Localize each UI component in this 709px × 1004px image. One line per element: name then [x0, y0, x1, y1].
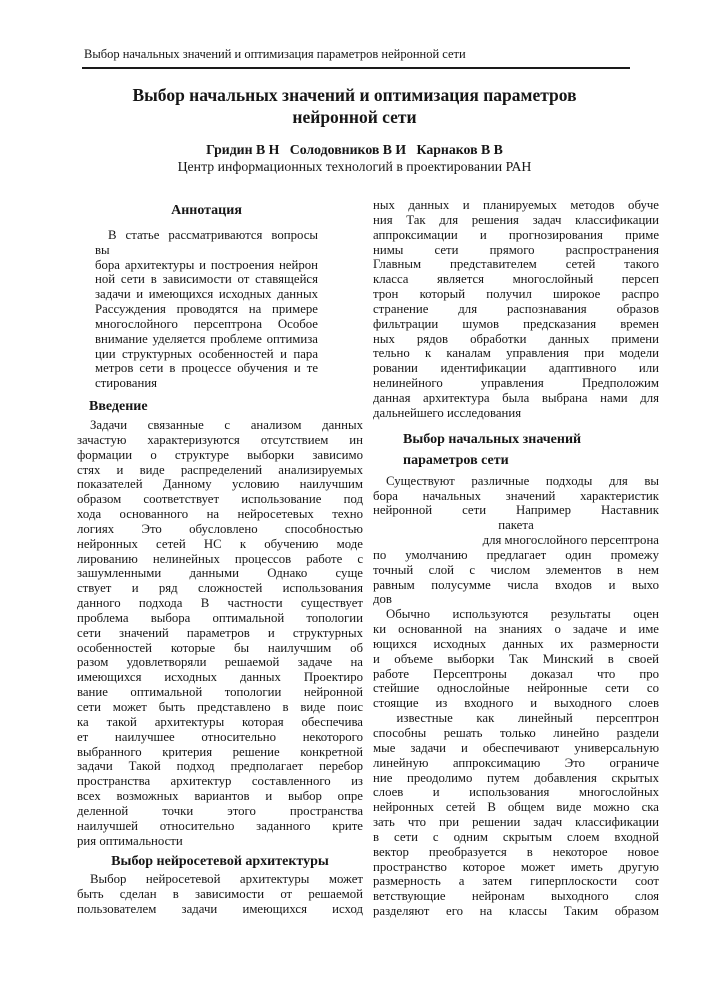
text-line: слоев и использования многослойных — [373, 785, 659, 800]
text-line: вектор преобразуется в некоторое новое — [373, 844, 659, 859]
init-values-heading-line1: Выбор начальных значений — [403, 431, 582, 447]
text-line: Главным представителем сетей такого — [373, 257, 659, 272]
init-values-text — [373, 474, 659, 919]
text-line: ет наилучшее относительно некоторого — [77, 729, 363, 744]
text-line: пользователем задачи имеющихся исход — [77, 901, 363, 916]
text-line: способны решать только линейно раздели — [373, 726, 659, 740]
text-line: пакета — [498, 518, 534, 533]
text-line: размерность а затем гиперплоскости соот — [373, 874, 659, 889]
text-line: ветствующие нейронам выходного слоя — [373, 889, 659, 904]
text-line: тельно к каналам управления при модели — [373, 346, 659, 361]
text-line: ной сети в зависимости от ставящейся — [95, 272, 318, 287]
text-line: работе Персептроны доказал что про — [373, 666, 659, 681]
text-line: ки основанной на знаниях о задаче и име — [373, 622, 659, 637]
text-line: ции структурных особенностей и пара — [95, 346, 318, 361]
text-line: внимание уделяется проблеме оптимиза — [95, 331, 318, 346]
text-line: точный слой с числом элементов в нем — [373, 562, 659, 577]
text-line: для многослойного персептрона — [482, 533, 659, 548]
architecture-heading: Выбор нейросетевой архитектуры — [111, 854, 329, 870]
text-line: Рассуждения проводятся на примере — [95, 302, 318, 317]
text-line: особенностей которые бы наилучшим об — [77, 640, 363, 655]
text-line: нимы сети прямого распространения — [373, 242, 659, 257]
text-line: задачи Такой подход предполагает перебор — [77, 759, 363, 774]
text-line: ющихся исходных данных их размерности — [373, 636, 659, 651]
text-line: задачи и имеющихся исходных данных — [95, 287, 318, 302]
text-line: Обычно используются результаты оцен — [386, 607, 659, 622]
abstract-section — [95, 204, 318, 391]
running-head: Выбор начальных значений и оптимизация параметров нейронной сети — [84, 47, 466, 61]
init-values-heading-line2: параметров сети — [403, 452, 509, 468]
architecture-text — [77, 872, 363, 917]
affiliation-line: Центр информационных технологий в проектировании РАН — [177, 159, 532, 174]
text-line: ных рядов обработки данных примени — [373, 331, 659, 346]
text-line: класса является многослойный персеп — [373, 272, 659, 287]
text-line: стоящие из входного и выходного слоев — [373, 696, 659, 711]
text-line: логиях Это обусловлено способностью — [77, 521, 363, 536]
text-line: формации о структуре выборки зависимо — [77, 447, 363, 462]
text-line: ние преодолимо путем добавления скрытых — [373, 770, 659, 785]
authors-line: Гридин В Н Солодовников В И Карнаков В В — [206, 142, 503, 157]
text-line: Выбор нейросетевой архитектуры может — [90, 872, 363, 887]
text-line: деленной точки этого пространства — [77, 803, 363, 818]
text-line: наилучшей относительно заданного крите — [77, 818, 363, 833]
text-line: ствует и ряд сложностей использования — [77, 581, 363, 596]
text-line: известные как линейный персептрон — [373, 711, 659, 726]
text-line: данная архитектура была выбрана нами для — [373, 390, 659, 405]
text-line: пространства архитектур составленного из — [77, 774, 363, 789]
text-line: фильтрации шумов предсказания времен — [373, 316, 659, 331]
text-line: стирования — [95, 376, 158, 391]
text-line: выбранного критерия решение конкретной — [77, 744, 363, 759]
text-line: странение для распознавания образов — [373, 301, 659, 316]
text-line: бора архитектуры и построения нейрон — [95, 257, 318, 272]
text-line: Задачи связанные с анализом данных — [90, 417, 363, 432]
text-line: лированию нелинейных процессов работе с — [77, 551, 363, 566]
text-line: линейную аппроксимацию Это ограниче — [373, 755, 659, 770]
text-line: нейронных сетей НС к обучению моде — [77, 536, 363, 551]
architecture-text-continued — [373, 198, 659, 421]
text-line: дов — [373, 592, 392, 607]
text-line: ка такой архитектуры которая обеспечива — [77, 714, 363, 729]
text-line: проблема выбора оптимальной топологии — [77, 610, 363, 625]
text-line: разделяют его на классы Таким образом — [373, 904, 659, 919]
right-column — [373, 198, 659, 919]
text-line: вание оптимальной топологии нейронной — [77, 685, 363, 700]
text-line: стях и виде распределений анализируемых — [77, 462, 363, 477]
text-line: мые задачи и обеспечивают универсальную — [373, 740, 659, 755]
text-line: аппроксимации и прогнозирования приме — [373, 227, 659, 242]
introduction-heading: Введение — [89, 399, 148, 415]
text-line: трон который получил широкое распро — [373, 287, 659, 302]
text-line: всех возможных вариантов и выбор опре — [77, 789, 363, 804]
text-line: быть сделан в зависимости от решаемой — [77, 887, 363, 902]
text-line: хода основанного на нейросетевых техно — [77, 507, 363, 522]
paper-title-line2: нейронной сети — [292, 106, 417, 127]
text-line: нейронных сетей В общем виде можно ска — [373, 800, 659, 815]
two-column-body — [77, 198, 659, 919]
text-line: в сети с одним скрытым слоем входной — [373, 829, 659, 844]
left-column — [77, 198, 363, 919]
text-line: бора начальных значений характеристик — [373, 488, 659, 503]
text-line: зачастую характеризуются отсутствием ин — [77, 432, 363, 447]
text-line: разом удовлетворяли решаемой задаче на — [77, 655, 363, 670]
text-line: по умолчанию предлагает один промежу — [373, 547, 659, 562]
paper-title-line1: Выбор начальных значений и оптимизация параметров — [132, 85, 577, 105]
text-line: имеющихся исходных данных Проектиро — [77, 670, 363, 685]
text-line: ния Так для решения задач классификации — [373, 212, 659, 227]
init-values-heading — [373, 429, 659, 471]
text-line: ровании идентификации адаптивного или — [373, 361, 659, 376]
text-line: данного подхода В частности существует — [77, 596, 363, 611]
text-line: многослойного персептрона Особое — [95, 316, 318, 331]
paper-title — [0, 85, 709, 128]
text-line: равным полусумме числа входов и выхо — [373, 577, 659, 592]
text-line: метров сети в процессе обучения и те — [95, 361, 318, 376]
text-line: нейронной сети Например Наставник — [373, 503, 659, 518]
text-line: дальнейшего исследования — [373, 405, 522, 420]
text-line: стейшие однослойные нейронные сети со — [373, 681, 659, 696]
text-line: показателей Данному условию наилучшим — [77, 477, 363, 492]
text-line: Существуют различные подходы для вы — [386, 473, 659, 488]
abstract-text — [95, 228, 318, 391]
text-line: ных данных и планируемых методов обуче — [373, 198, 659, 212]
text-line: сети значений параметров и структурных — [77, 625, 363, 640]
introduction-text — [77, 418, 363, 848]
text-line: пространство которое может иметь другую — [373, 859, 659, 874]
text-line: рия оптимальности — [77, 833, 183, 848]
text-line: В статье рассматриваются вопросы вы — [95, 227, 318, 257]
text-line: образом соответствует использование под — [77, 492, 363, 507]
text-line: и объеме выборки Так Минский в своей — [373, 651, 659, 666]
text-line: зать что при решении задач классификации — [373, 815, 659, 830]
text-line: зашумленными данными Однако суще — [77, 566, 363, 581]
abstract-heading: Аннотация — [171, 203, 242, 218]
header-rule — [82, 67, 630, 69]
text-line: нелинейного управления Предположим — [373, 376, 659, 391]
text-line: сети может быть представлено в виде поис — [77, 700, 363, 714]
